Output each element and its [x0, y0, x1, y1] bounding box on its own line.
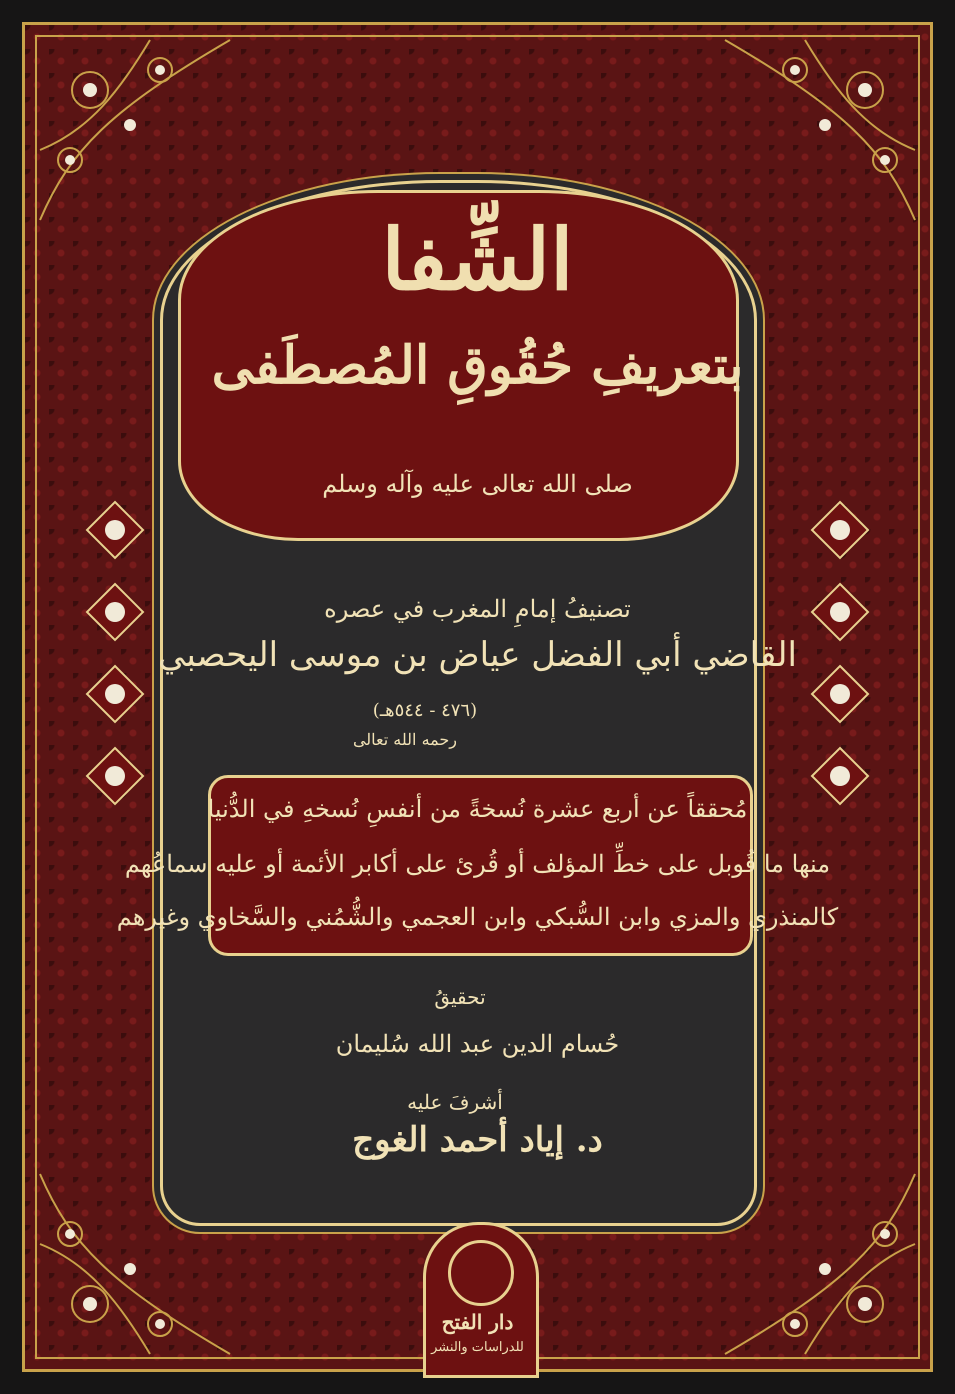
rahimahu-line: رحمه الله تعالى — [352, 730, 458, 749]
author-dates: (٤٧٦ - ٥٤٤هـ) — [372, 700, 478, 721]
medallion-icon — [810, 500, 870, 560]
medallion-icon — [85, 500, 145, 560]
tasnif-line: تصنيفُ إمامِ المغرب في عصره — [324, 595, 631, 623]
floral-corner-icon — [30, 30, 240, 230]
editor-name: حُسام الدين عبد الله سُليمان — [335, 1030, 620, 1058]
publisher-logo-icon — [448, 1240, 514, 1306]
manuscripts-line-3: كالمنذري والمزي وابن السُّبكي وابن العجمي والشُّمُني والسَّخاوي وغيرهم — [116, 903, 839, 931]
floral-corner-icon — [715, 30, 925, 230]
tahqiq-label: تحقيقُ — [434, 985, 486, 1009]
author-name: القاضي أبي الفضل عياض بن موسى اليحصبي — [158, 635, 797, 675]
book-title: الشِّفا — [381, 210, 574, 309]
publisher-subtitle: للدراسات والنشر — [431, 1340, 524, 1355]
publisher-name: دار الفتح — [441, 1310, 514, 1334]
book-subtitle: بتعريفِ حُقُوقِ المُصطَفى — [211, 335, 744, 396]
supervisor-name: د. إياد أحمد الغوج — [352, 1120, 603, 1160]
manuscripts-line-2: منها ما قُوبل على خطِّ المؤلف أو قُرئ على أكابر الأئمة أو عليه سماعُهم — [124, 850, 831, 878]
manuscripts-line-1: مُحققاً عن أربع عشرة نُسخةً من أنفسِ نُسخهِ في الدُّنيا — [207, 795, 748, 823]
supervision-label: أشرفَ عليه — [407, 1090, 503, 1114]
salawat-line: صلى الله تعالى عليه وآله وسلم — [322, 470, 633, 498]
